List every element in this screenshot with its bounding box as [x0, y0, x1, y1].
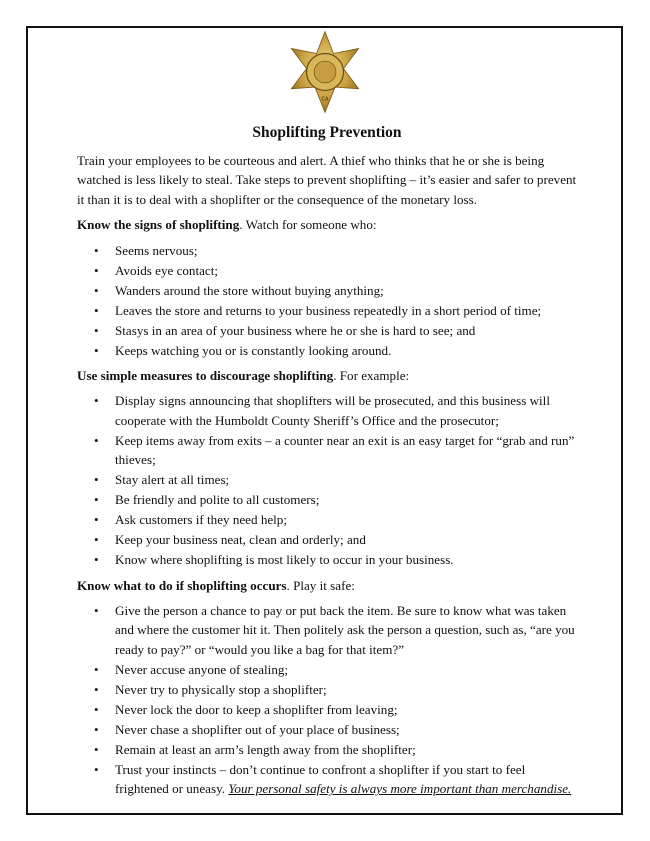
measures-list — [77, 391, 577, 569]
sheriff-badge-logo — [283, 30, 367, 114]
section-heading-rest: . Watch for someone who: — [239, 217, 377, 233]
badge-state: CA — [321, 96, 329, 103]
list-item: • Never try to physically stop a shoplifter; — [77, 680, 577, 699]
list-item: • Give the person a chance to pay or put back the item. Be sure to know what was taken and where the customer hit it. Then politely ask the person a question, such as, “are you ready to pay?” or “would you like a bag for that item?” — [77, 601, 577, 659]
section-heading-bold: Know the signs of shoplifting — [77, 217, 240, 233]
actions-list — [77, 601, 577, 799]
section-heading — [77, 576, 577, 595]
list-item: • Keep your business neat, clean and orderly; and — [77, 530, 577, 549]
list-item: • Be friendly and polite to all customers; — [77, 490, 577, 509]
signs-list — [77, 241, 577, 360]
list-item: • Know where shoplifting is most likely to occur in your business. — [77, 550, 577, 569]
list-item: • Stay alert at all times; — [77, 470, 577, 489]
section-heading-rest: . Play it safe: — [286, 577, 355, 593]
list-item: • Seems nervous; — [77, 241, 577, 260]
list-item: • Avoids eye contact; — [77, 261, 577, 280]
section-heading-bold: Know what to do if shoplifting occurs — [77, 577, 287, 593]
safety-emphasis: Your personal safety is always more important than merchandise. — [228, 781, 572, 797]
list-item — [77, 760, 577, 799]
list-item: • Wanders around the store without buying anything; — [77, 281, 577, 300]
section-heading-rest: . For example: — [333, 368, 410, 384]
list-item: • Stasys in an area of your business where he or she is hard to see; and — [77, 321, 577, 340]
list-item: • Remain at least an arm’s length away from the shoplifter; — [77, 740, 577, 759]
list-item: • Keeps watching you or is constantly looking around. — [77, 341, 577, 360]
list-item: • Never chase a shoplifter out of your place of business; — [77, 720, 577, 739]
page-title: Shoplifting Prevention — [252, 124, 402, 141]
list-item-text: Trust your instincts – don’t continue to confront a shoplifter if you start to feel frightened or uneasy. — [115, 761, 526, 797]
list-item: • Keep items away from exits – a counter near an exit is an easy target for “grab and run” thieves; — [77, 431, 577, 470]
list-item: • Never lock the door to keep a shoplifter from leaving; — [77, 700, 577, 719]
document-body — [77, 122, 577, 805]
intro-paragraph: Train your employees to be courteous and alert. A thief who thinks that he or she is being watched is less likely to steal. Take steps to prevent shoplifting – it’s easier and safer to prevent it than it is to deal with a shoplifter or the consequence of the monetary loss. — [77, 153, 577, 207]
list-item: • Leaves the store and returns to your business repeatedly in a short period of time; — [77, 301, 577, 320]
section-heading — [77, 215, 577, 234]
list-item: • Ask customers if they need help; — [77, 510, 577, 529]
list-item: • Never accuse anyone of stealing; — [77, 660, 577, 679]
section-heading — [77, 366, 577, 385]
list-item: • Display signs announcing that shoplifters will be prosecuted, and this business will cooperate with the Humboldt County Sheriff’s Office and the prosecutor; — [77, 391, 577, 430]
section-heading-bold: Use simple measures to discourage shoplifting — [77, 368, 334, 384]
